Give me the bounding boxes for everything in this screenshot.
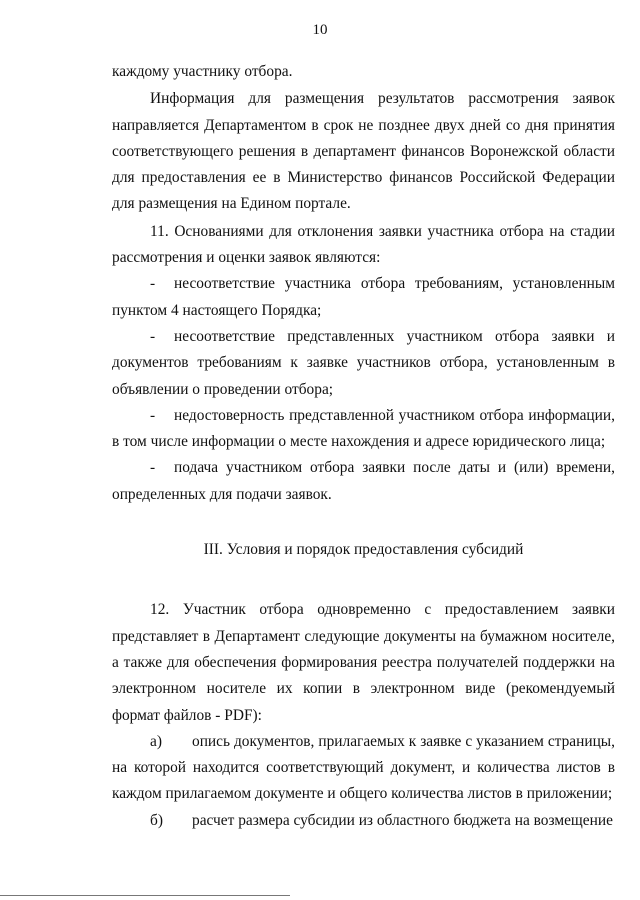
paragraph-results-info: Информация для размещения результатов рассмотрения заявок направляется Департаментом в срок не позднее двух дней со дня принятия соответствующего решения в департамент финансов Воронежской области для предоставления ее в Министерство финансов Российской Федерации для размещения на Едином портале. xyxy=(112,90,615,213)
list-item-text: недостоверность представленной участником отбора информации, в том числе информации о месте нахождения и адресе юридического лица; xyxy=(112,406,615,451)
section-title: III. Условия и порядок предоставления субсидий xyxy=(203,541,524,559)
list-item-text: подача участником отбора заявки после даты и (или) времени, определенных для подачи заявок. xyxy=(112,459,615,503)
dash-marker: - xyxy=(150,459,156,477)
bottom-rule xyxy=(0,895,290,896)
paragraph-12-documents: 12. Участник отбора одновременно с предоставлением заявки представляет в Департамент следующие документы на бумажном носителе, а также для обеспечения формирования реестра получателей поддержки на электронном носителе их копии в электронном виде (рекомендуемый формат файлов - PDF): xyxy=(112,601,615,724)
letter-marker: а) xyxy=(150,732,162,750)
document-body xyxy=(112,59,615,834)
list-item xyxy=(112,324,615,403)
list-item-text: расчет размера субсидии из областного бюджета на возмещение xyxy=(192,811,613,829)
list-item xyxy=(112,455,615,508)
list-item-text: несоответствие представленных участником отбора заявки и документов требованиям к заявке участников отбора, установленным в объявлении о проведении отбора; xyxy=(112,327,615,398)
list-item xyxy=(112,403,615,456)
list-item xyxy=(112,271,615,324)
list-item-text: несоответствие участника отбора требованиям, установленным пунктом 4 настоящего Порядка; xyxy=(112,275,615,319)
dash-marker: - xyxy=(150,406,156,424)
paragraph-11-rejection-grounds: 11. Основаниями для отклонения заявки участника отбора на стадии рассмотрения и оценки заявок являются: xyxy=(112,222,615,267)
dash-marker: - xyxy=(150,275,156,293)
page-number: 10 xyxy=(312,22,328,38)
letter-marker: б) xyxy=(150,811,163,829)
list-item-text: опись документов, прилагаемых к заявке с указанием страницы, на которой находится соответствующий документ, и количества листов в каждом прилагаемом документе и общего количества листов в приложении; xyxy=(112,732,615,803)
dash-marker: - xyxy=(150,327,156,345)
list-item xyxy=(112,808,615,834)
paragraph-continuation: каждому участнику отбора. xyxy=(112,63,293,80)
list-item xyxy=(112,729,615,808)
